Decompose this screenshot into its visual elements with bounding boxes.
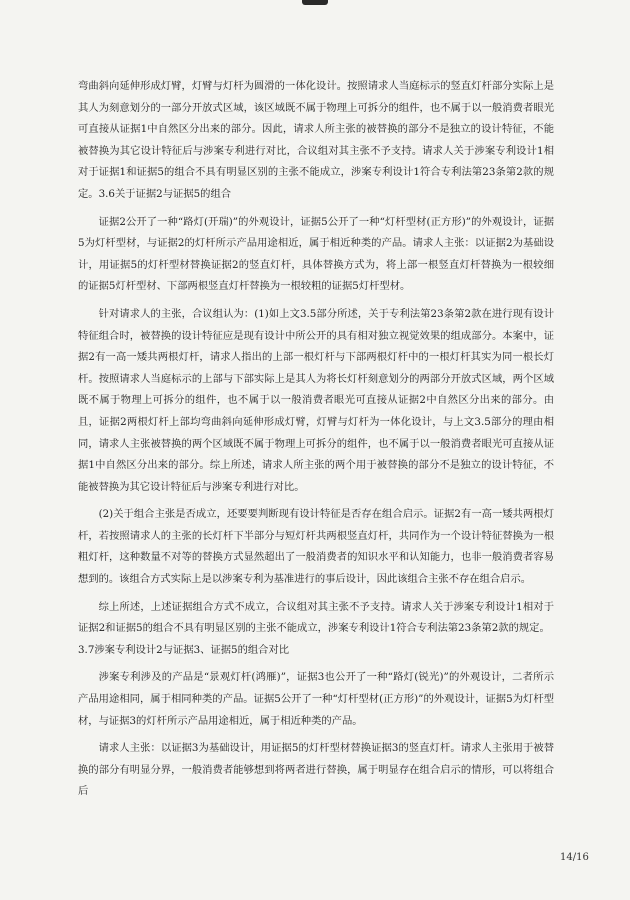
paragraph: 涉案专利涉及的产品是“景观灯杆(鸿雁)”，证据3也公开了一种“路灯(锐光)”的外观设计，二者所示产品用途相同，属于相同种类的产品。证据5公开了一种“灯杆型材(正方形)”的外观设计，证据5为灯杆型材，与证据3的灯杆所示产品用途相近，属于相近种类的产品。 <box>78 671 554 727</box>
document-body <box>78 76 554 803</box>
paragraph: 请求人主张：以证据3为基础设计，用证据5的灯杆型材替换证据3的竖直灯杆。请求人主张用于被替换的部分有明显分界，一般消费者能够想到将两者进行替换，属于明显存在组合启示的情形，可以将组合后 <box>78 742 554 798</box>
page-number: 14/16 <box>560 852 589 863</box>
paragraph: 综上所述，上述证据组合方式不成立，合议组对其主张不予支持。请求人关于涉案专利设计1相对于证据2和证据5的组合不具有明显区别的主张不能成立，涉案专利设计1符合专利法第23条第2款的规定。 <box>78 600 554 635</box>
binding-mark <box>302 0 328 5</box>
paragraph: (2)关于组合主张是否成立，还要要判断现有设计特征是否存在组合启示。证据2有一高一矮共两根灯杆，若按照请求人的主张的长灯杆下半部分与短灯杆共两根竖直灯杆，共同作为一个设计特征替换为一根粗灯杆，这种数量不对等的替换方式显然超出了一般消费者的知识水平和认知能力，也非一般消费者容易想到的。该组合方式实际上是以涉案专利为基准进行的事后设计，因此该组合主张不存在组合启示。 <box>78 508 554 586</box>
paragraph: 弯曲斜向延伸形成灯臂，灯臂与灯杆为圆滑的一体化设计。按照请求人当庭标示的竖直灯杆部分实际上是其人为刻意划分的一部分开放式区域，该区域既不属于物理上可拆分的组件，也不属于以一般消费者眼光可直接从证据1中自然区分出来的部分。因此，请求人所主张的被替换的部分不是独立的设计特征，不能被替换为其它设计特征后与涉案专利进行对比，合议组对其主张不予支持。请求人关于涉案专利设计1相对于证据1和证据5的组合不具有明显区别的主张不能成立，涉案专利设计1符合专利法第23条第2款的规定。3.6关于证据2与证据5的组合 <box>78 80 554 200</box>
paragraph: 针对请求人的主张，合议组认为：(1)如上文3.5部分所述，关于专利法第23条第2款在进行现有设计特征组合时，被替换的设计特征应是现有设计中所公开的具有相对独立视觉效果的组成部分。本案中，证据2有一高一矮共两根灯杆，请求人指出的上部一根灯杆与下部两根灯杆中的一根灯杆其实为同一根长灯杆。按照请求人当庭标示的上部与下部实际上是其人为将长灯杆刻意划分的两部分开放式区域，两个区域既不属于物理上可拆分的组件，也不属于以一般消费者眼光可直接从证据2中自然区分出来的部分。由且，证据2两根灯杆上部均弯曲斜向延伸形成灯臂，灯臂与灯杆为一体化设计，与上文3.5部分的理由相同，请求人主张被替换的两个区域既不属于物理上可拆分的组件，也不属于以一般消费者眼光可直接从证据1中自然区分出来的部分。综上所述，请求人所主张的两个用于被替换的部分不是独立的设计特征，不能被替换为其它设计特征后与涉案专利进行对比。 <box>78 307 554 493</box>
section-heading: 3.7涉案专利设计2与证据3、证据5的组合对比 <box>78 643 290 656</box>
paragraph: 证据2公开了一种“路灯(开瑞)”的外观设计，证据5公开了一种“灯杆型材(正方形)”的外观设计，证据5为灯杆型材，与证据2的灯杆所示产品用途相近，属于相近种类的产品。请求人主张：以证据2为基础设计，用证据5的灯杆型材替换证据2的竖直灯杆，具体替换方式为，将上部一根竖直灯杆替换为一根较细的证据5灯杆型材、下部两根竖直灯杆替换为一根较粗的证据5灯杆型材。 <box>78 215 554 293</box>
